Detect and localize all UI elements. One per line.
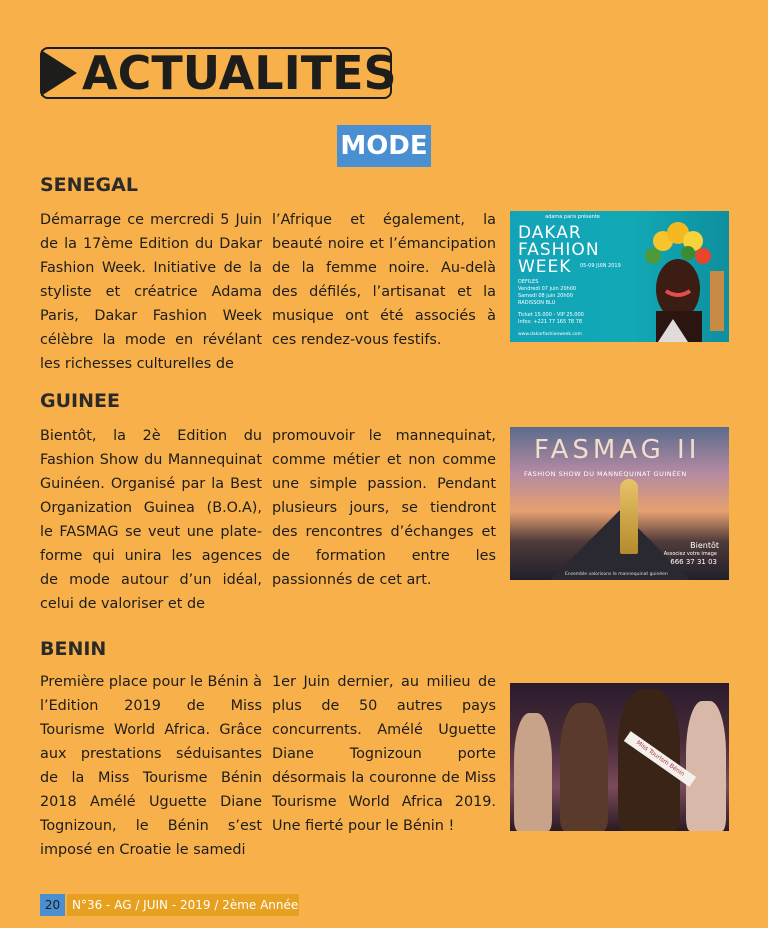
poster-url: www.dakarfashionweek.com xyxy=(518,332,583,337)
fasmag-phone: 666 37 31 03 xyxy=(670,558,717,566)
contestant-right xyxy=(686,701,726,831)
issue-info: N°36 - AG / JUIN - 2019 / 2ème Année xyxy=(67,894,299,916)
poster-title-line1: DAKAR xyxy=(518,223,582,243)
benin-text-col2: 1er Juin dernier, au milieu de plus de 50 autres pays concurrents. Amélé Uguette Diane Tognizoun porte désormais la couronne de Miss Tourisme World Africa 2019. Une fierté pour le Bénin ! xyxy=(272,674,496,834)
poster-info-1: DEFILES xyxy=(518,279,539,285)
contestant-center-left xyxy=(560,703,608,831)
poster-title-line3: WEEK xyxy=(518,257,572,277)
miss-benin-photo xyxy=(510,683,729,831)
contestant-left xyxy=(514,713,552,831)
dakar-fashion-week-poster xyxy=(510,211,729,342)
fasmag-footer: Ensemble valorisons le mannequinat guinéen xyxy=(565,572,668,577)
play-arrow-icon xyxy=(41,50,77,96)
fasmag-bientot: Bientôt xyxy=(690,541,719,550)
fasmag-poster xyxy=(510,427,729,580)
section-title-senegal: SENEGAL xyxy=(40,174,138,196)
poster-title-line2: FASHION xyxy=(518,240,600,260)
section-title-guinee: GUINEE xyxy=(40,390,120,412)
fasmag-subtitle: FASHION SHOW DU MANNEQUINAT GUINÉEN xyxy=(524,470,687,478)
poster-info-2: Vendredi 07 juin 20h00 xyxy=(518,286,577,292)
trophy-graphic xyxy=(620,479,638,554)
benin-text-col1: Première place pour le Bénin à l’Edition 2019 de Miss Tourisme World Africa. Grâce aux prestations séduisantes de la Miss Tourisme Bénin 2018 Amélé Uguette Diane Tognizoun, le Bénin s’est imposé en Croatie le samedi xyxy=(40,674,262,858)
section-title-benin: BENIN xyxy=(40,638,107,660)
senegal-text-col1: Démarrage ce mercredi 5 Juin de la 17ème Edition du Dakar Fashion Week. Initiative de la styliste et créatrice Adama Paris, Dakar Fashion Week célèbre la mode en révélant les richesses culturelles de xyxy=(40,212,262,372)
poster-info xyxy=(518,279,584,326)
poster-info-3: Samedi 08 juin 20h00 xyxy=(518,293,573,299)
poster-info-6: Infos: +221 77 165 78 78 xyxy=(518,319,583,325)
winner-sash: Miss Tourism Bénin xyxy=(624,731,696,787)
poster-info-4: RADISSON BLU xyxy=(518,300,556,306)
category-badge: MODE xyxy=(337,125,431,167)
model-portrait-illustration xyxy=(618,211,729,342)
senegal-text-col2: l’Afrique et également, la beauté noire et l’émancipation de la femme noire. Au-delà des défilés, l’artisanat et la musique ont été associés à ces rendez-vous festifs. xyxy=(272,212,496,348)
poster-brand: adama paris présente xyxy=(545,214,600,220)
poster-info-5: Ticket 15.000 - VIP 25.000 xyxy=(518,312,584,318)
page-title: ACTUALITES xyxy=(82,46,397,100)
guinee-text-col1: Bientôt, la 2è Edition du Fashion Show du Mannequinat Guinéen. Organisé par la Best Organization Guinea (B.O.A), le FASMAG se veut une plate-forme qui unira les agences de mode autour d’un idéal, celui de valoriser et de xyxy=(40,428,262,612)
fasmag-assoc: Associez votre image xyxy=(663,551,717,557)
guinee-text-col2: promouvoir le mannequinat, comme métier et non comme une simple passion. Pendant plusieurs jours, se tiendront des rencontres d’échanges et de formation entre les passionnés de cet art. xyxy=(272,428,496,588)
fasmag-title: FASMAG II xyxy=(534,435,701,465)
poster-dates: 05-09 JUIN 2019 xyxy=(580,263,621,269)
page-number: 20 xyxy=(40,894,65,916)
